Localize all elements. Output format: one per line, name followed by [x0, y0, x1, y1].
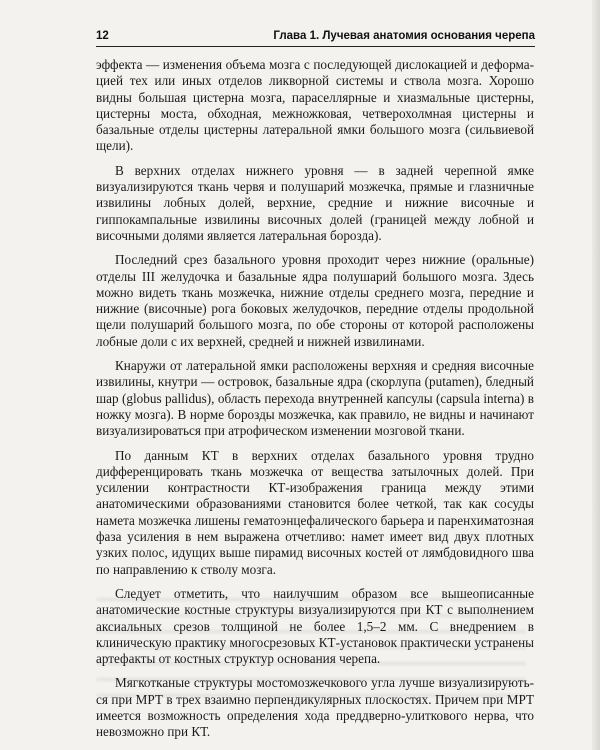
paragraph-2: В верхних отделах нижнего уровня — в задней черепной ямке визуализируются ткань червя и полушарий мозжечка, прямые и глазничные извилины лобных долей, верхние, средние и нижние височные и гиппокампальные извилины височных долей (границей между лобной и височными долями является латеральная борозда). — [96, 162, 534, 243]
page-edge-shadow — [592, 0, 600, 750]
paragraph-4: Кнаружи от латеральной ямки расположены верхняя и средняя височные извилины, кнутри — островок, базальные ядра (скорлупа (putamen), бледный шар (globus pallidus), область перехода внутренней капсулы (capsula interna) в ножку мозга). В норме борозды мозжечка, как правило, не видны и начинают визуализироваться при атрофическом изменении мозговой ткани. — [96, 358, 534, 439]
page-header — [96, 30, 535, 46]
paragraph-1: эффекта — изменения объема мозга с последующей дислокацией и деформацией тех или иных отделов ликворной системы и ствола мозга. Хорошо видны большая цистерна мозга, параселлярные и хиазмальные цистерны, цистерны моста, обходная, межножковая, четверохолмная цистерны и базальные отделы цистерны латеральной ямки большого мозга (сильвиевой щели). — [96, 57, 534, 154]
page-number: 12 — [96, 30, 109, 42]
running-head: Глава 1. Лучевая анатомия основания черепа — [273, 30, 535, 42]
paragraph-5: По данным КТ в верхних отделах базального уровня трудно дифференцировать ткань мозжечка от вещества затылочных долей. При усилении контрастности КТ-изображения граница между этими анатомическими образованиями становится более четкой, так как сосуды намета мозжечка лишены гематоэнцефалического барьера и паренхиматозная фаза усиления в нем выражена отчетливо: намет имеет вид двух плотных узких полос, идущих выше пирамид височных костей от лямбдовидного шва по направлению к стволу мозга. — [96, 447, 534, 577]
paragraph-7: Мягкотканые структуры мостомозжечкового угла лучше визуализируються при МРТ в трех взаимно перпендикулярных плоскостях. Причем при МРТ имеется возможность определения хода преддверно-улиткового нерва, что невозможно при КТ. — [96, 675, 534, 740]
paragraph-6: Следует отметить, что наилучшим образом все вышеописанные анатомические костные структуры визуализируются при КТ с выполнением аксиальных срезов толщиной не более 1,5–2 мм. С внедрением в клиническую практику многосрезовых КТ-установок практически устранены артефакты от костных структур основания черепа. — [96, 585, 534, 667]
header-rule — [96, 46, 535, 47]
paragraph-3: Последний срез базального уровня проходит через нижние (оральные) отделы III желудочка и базальные ядра полушарий большого мозга. Здесь можно видеть ткань мозжечка, нижние отделы среднего мозга, передние и нижние (височные) рога боковых желудочков, передние отделы продольной щели полушарий большого мозга, по обе стороны от которой расположены лобные доли с их верхней, средней и нижней извилинами. — [96, 252, 534, 349]
reverse-side-show-through — [96, 598, 526, 708]
